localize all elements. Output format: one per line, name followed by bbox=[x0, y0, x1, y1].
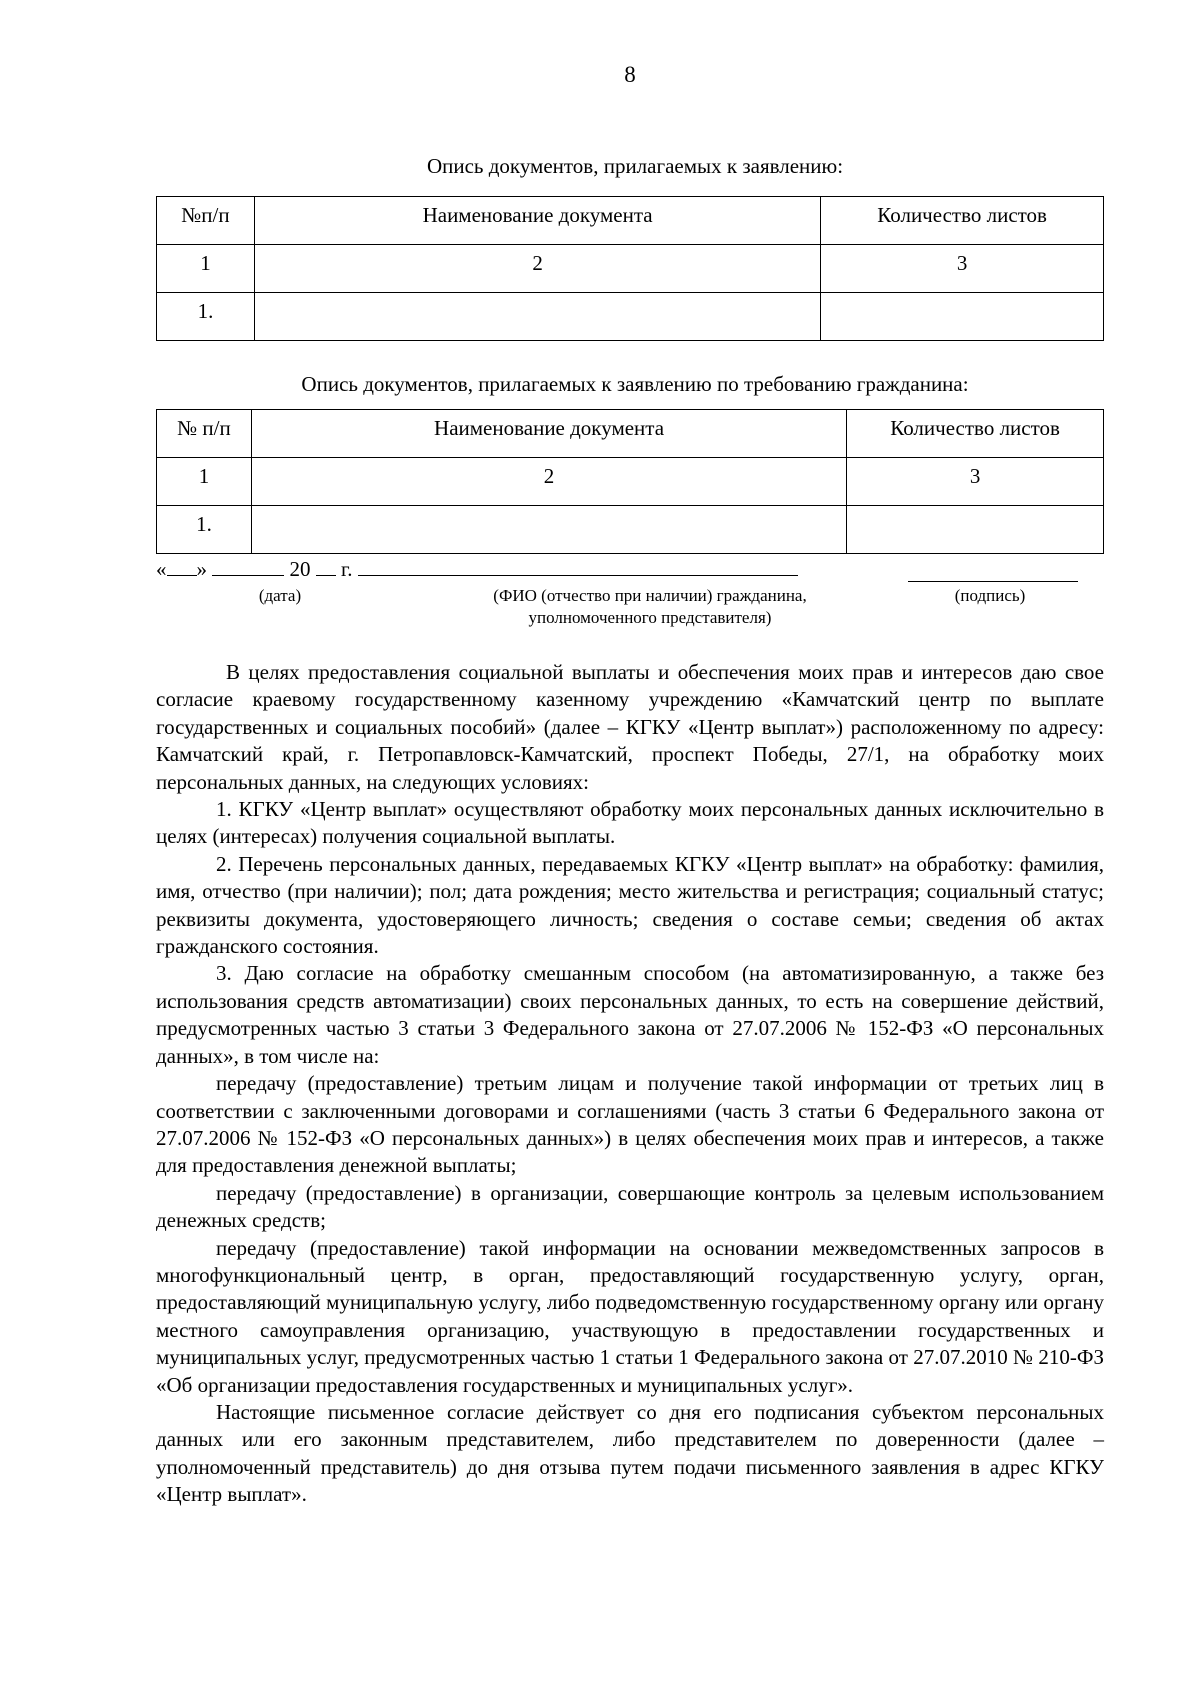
day-blank[interactable] bbox=[167, 557, 197, 576]
consent-paragraph: Настоящие письменное согласие действует со дня его подписания субъектом персональных данных или его законным представителем, либо представителем по доверенности (далее – уполномоченный представитель) до дня отзыва путем подачи письменного заявления в адрес КГКУ «Центр выплат». bbox=[156, 1399, 1104, 1507]
consent-text bbox=[156, 659, 1104, 1509]
table-cell: 2 bbox=[254, 245, 820, 293]
year-suffix: г. bbox=[341, 557, 353, 581]
table-row bbox=[157, 458, 1104, 506]
table1-caption: Опись документов, прилагаемых к заявлению: bbox=[426, 154, 844, 178]
table-header-row bbox=[157, 197, 1104, 245]
signature-label: (подпись) bbox=[954, 586, 1026, 605]
year-blank[interactable] bbox=[316, 557, 336, 576]
close-quote: » bbox=[196, 557, 207, 581]
table-cell: 2 bbox=[251, 458, 846, 506]
header-cell: Наименование документа bbox=[254, 197, 820, 245]
header-cell: Наименование документа bbox=[251, 410, 846, 458]
table-cell bbox=[251, 506, 846, 554]
header-cell: Количество листов bbox=[847, 410, 1104, 458]
month-blank[interactable] bbox=[212, 557, 284, 576]
consent-paragraph: передачу (предоставление) такой информации на основании межведомственных запросов в многофункциональный центр, в орган, предоставляющий государственную услугу, орган, предоставляющий муниципальную услугу, либо подведомственную государственному органу или органу местного самоуправления организацию, участвующую в предоставлении государственных и муниципальных услуг, предусмотренных частью 1 статьи 1 Федерального закона от 27.07.2010 № 210-ФЗ «Об организации предоставления государственных и муниципальных услуг». bbox=[156, 1235, 1104, 1397]
table-row bbox=[157, 293, 1104, 341]
table-row bbox=[157, 506, 1104, 554]
fio-blank[interactable] bbox=[358, 557, 798, 576]
table-cell: 1 bbox=[157, 458, 252, 506]
requested-documents-table bbox=[156, 409, 1104, 554]
consent-paragraph: В целях предоставления социальной выплаты и обеспечения моих прав и интересов даю свое согласие краевому государственному казенному учреждению «Камчатский центр по выплате государственных и социальных пособий» (далее – КГКУ «Центр выплат») расположенному по адресу: Камчатский край, г. Петропавловск-Камчатский, проспект Победы, 27/1, на обработку моих персональных данных, на следующих условиях: bbox=[156, 660, 1104, 794]
header-cell: №п/п bbox=[157, 197, 255, 245]
consent-paragraph: передачу (предоставление) третьим лицам и получение такой информации от третьих лиц в соответствии с заключенными договорами и соглашениями (часть 3 статьи 6 Федерального закона от 27.07.2006 № 152-ФЗ «О персональных данных») в целях обеспечения моих прав и интересов, а также для предоставления денежной выплаты; bbox=[156, 1071, 1104, 1178]
documents-table bbox=[156, 196, 1104, 341]
table-cell: 1. bbox=[157, 293, 255, 341]
table-cell: 3 bbox=[847, 458, 1104, 506]
fio-label: (ФИО (отчество при наличии) гражданина, уполномоченного представителя) bbox=[493, 586, 807, 628]
open-quote: « bbox=[156, 557, 167, 581]
page-number: 8 bbox=[624, 62, 636, 87]
table-header-row bbox=[157, 410, 1104, 458]
table-cell: 3 bbox=[821, 245, 1104, 293]
consent-paragraph: передачу (предоставление) в организации, совершающие контроль за целевым использованием денежных средств; bbox=[156, 1180, 1104, 1233]
table2-caption: Опись документов, прилагаемых к заявлению по требованию гражданина: bbox=[301, 372, 969, 396]
consent-paragraph: 1. КГКУ «Центр выплат» осуществляют обработку моих персональных данных исключительно в целях (интересах) получения социальной выплаты. bbox=[156, 797, 1104, 849]
consent-paragraph: 3. Даю согласие на обработку смешанным способом (на автоматизированную, а также без использования средств автоматизации) своих персональных данных, то есть на совершение действий, предусмотренных частью 3 статьи 3 Федерального закона от 27.07.2006 № 152-ФЗ «О персональных данных», в том числе на: bbox=[156, 961, 1104, 1068]
table-cell: 1 bbox=[157, 245, 255, 293]
table-row bbox=[157, 245, 1104, 293]
year-prefix: 20 bbox=[289, 557, 311, 581]
header-cell: Количество листов bbox=[821, 197, 1104, 245]
table-cell bbox=[254, 293, 820, 341]
table-cell bbox=[821, 293, 1104, 341]
date-signature-line bbox=[156, 557, 798, 582]
signature-blank[interactable] bbox=[908, 581, 1078, 582]
table-cell: 1. bbox=[157, 506, 252, 554]
table-cell bbox=[847, 506, 1104, 554]
date-label: (дата) bbox=[258, 586, 302, 605]
consent-paragraph: 2. Перечень персональных данных, передаваемых КГКУ «Центр выплат» на обработку: фамилия, имя, отчество (при наличии); пол; дата рождения; место жительства и регистрация; социальный статус; реквизиты документа, удостоверяющего личность; сведения о составе семьи; сведения об актах гражданского состояния. bbox=[156, 851, 1104, 959]
header-cell: № п/п bbox=[157, 410, 252, 458]
